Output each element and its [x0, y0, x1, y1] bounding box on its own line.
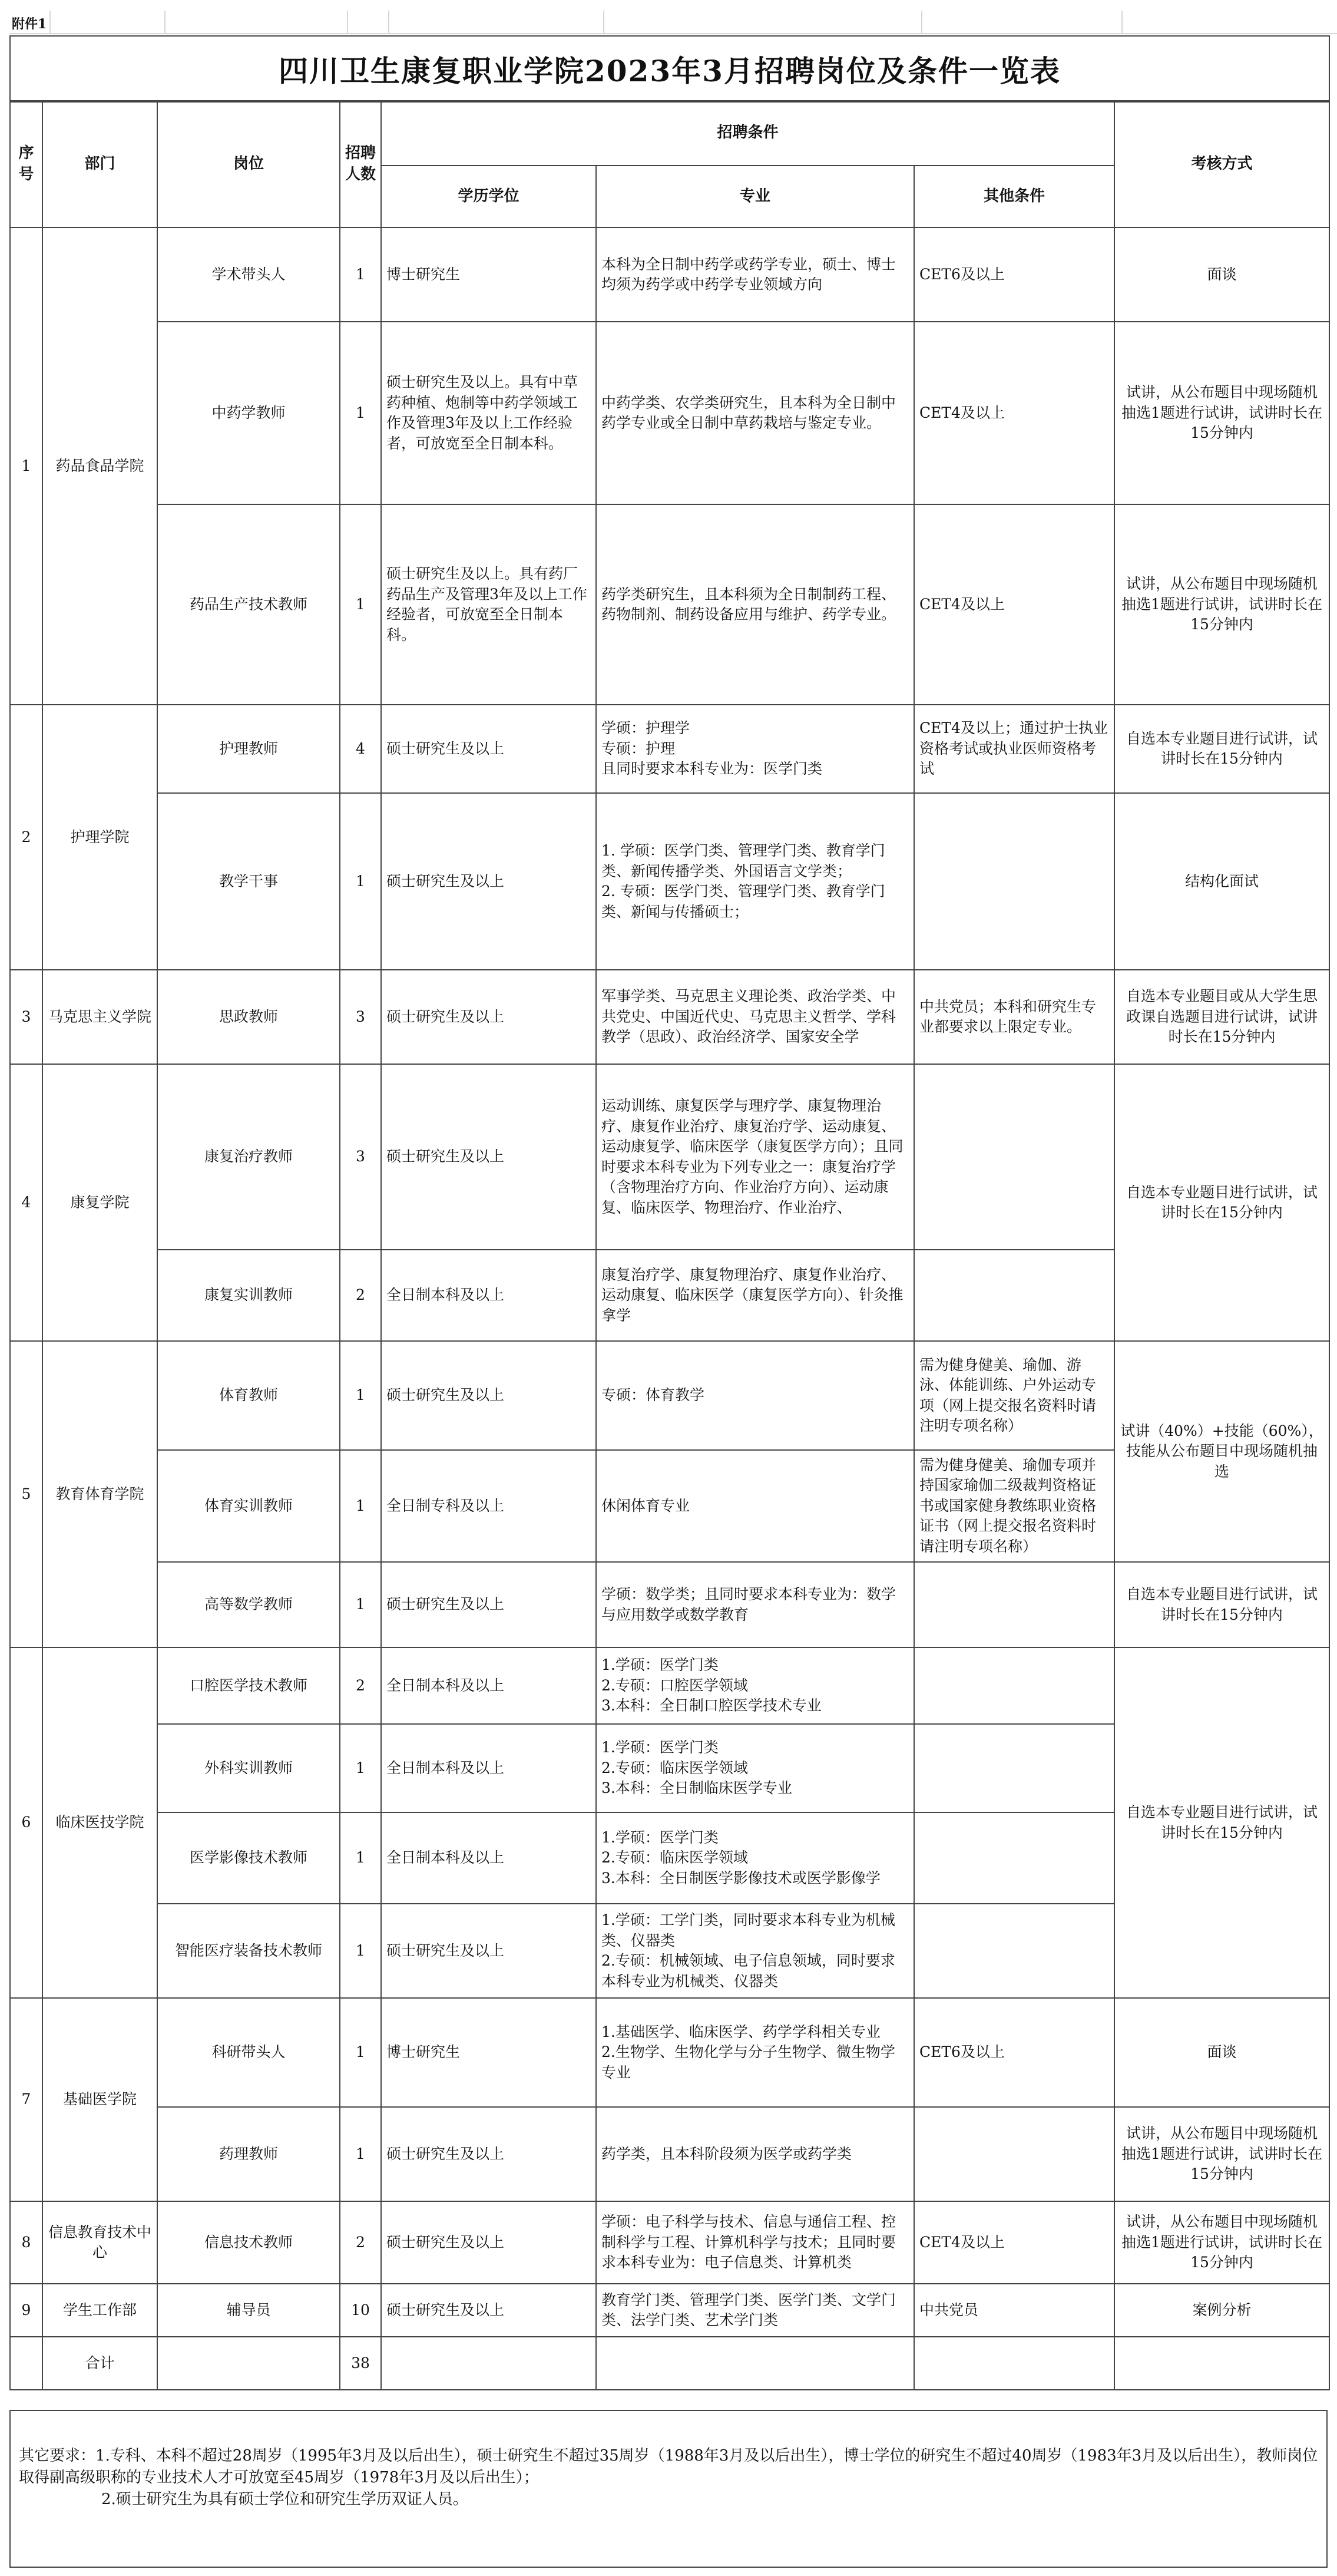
post-cell: 体育教师	[157, 1341, 340, 1450]
requirement-line-2: 2.硕士研究生为具有硕士学位和研究生学历双证人员。	[101, 2490, 468, 2508]
post-cell: 高等数学教师	[157, 1562, 340, 1647]
assessment-cell: 面谈	[1114, 227, 1329, 322]
seq-cell: 1	[10, 227, 42, 705]
total-row	[10, 2337, 1329, 2390]
education-cell: 全日制本科及以上	[381, 1812, 596, 1904]
total-empty	[381, 2337, 596, 2390]
count-cell: 1	[340, 1562, 381, 1647]
table-row	[10, 793, 1329, 970]
education-cell: 硕士研究生及以上	[381, 1064, 596, 1250]
dept-cell: 护理学院	[42, 705, 157, 970]
table-row	[10, 705, 1329, 793]
assessment-cell: 面谈	[1114, 1998, 1329, 2107]
seq-cell: 7	[10, 1998, 42, 2201]
post-cell: 药品生产技术教师	[157, 504, 340, 705]
education-cell: 博士研究生	[381, 227, 596, 322]
other-cell	[914, 1064, 1114, 1250]
dept-cell: 信息教育技术中心	[42, 2201, 157, 2284]
header-conditions: 招聘条件	[381, 101, 1114, 166]
seq-cell: 2	[10, 705, 42, 970]
education-cell: 全日制专科及以上	[381, 1450, 596, 1562]
seq-cell: 3	[10, 970, 42, 1064]
count-cell: 3	[340, 970, 381, 1064]
count-cell: 1	[340, 793, 381, 970]
assessment-cell: 试讲，从公布题目中现场随机抽选1题进行试讲，试讲时长在15分钟内	[1114, 504, 1329, 705]
count-cell: 1	[340, 1450, 381, 1562]
table-row	[10, 1064, 1329, 1250]
education-cell: 硕士研究生及以上	[381, 2284, 596, 2337]
seq-cell: 9	[10, 2284, 42, 2337]
major-cell: 本科为全日制中药学或药学专业，硕士、博士均须为药学或中药学专业领域方向	[596, 227, 914, 322]
other-cell: 中共党员；本科和研究生专业都要求以上限定专业。	[914, 970, 1114, 1064]
count-cell: 1	[340, 227, 381, 322]
count-cell: 1	[340, 1812, 381, 1904]
other-cell: 需为健身健美、瑜伽专项并持国家瑜伽二级裁判资格证书或国家健身教练职业资格证书（网上提交报名资料时请注明专项名称）	[914, 1450, 1114, 1562]
table-row	[10, 970, 1329, 1064]
education-cell: 硕士研究生及以上	[381, 705, 596, 793]
major-cell: 药学类研究生，且本科须为全日制制药工程、药物制剂、制药设备应用与维护、药学专业。	[596, 504, 914, 705]
table-row	[10, 322, 1329, 504]
major-cell: 学硕：电子科学与技术、信息与通信工程、控制科学与工程、计算机科学与技术；且同时要求本科专业为：电子信息类、计算机类	[596, 2201, 914, 2284]
post-cell: 思政教师	[157, 970, 340, 1064]
count-cell: 1	[340, 322, 381, 504]
header-seq: 序号	[10, 101, 42, 227]
post-cell: 体育实训教师	[157, 1450, 340, 1562]
count-cell: 2	[340, 2201, 381, 2284]
count-cell: 1	[340, 1341, 381, 1450]
major-cell: 1.学硕：医学门类 2.专硕：口腔医学领域 3.本科：全日制口腔医学技术专业	[596, 1647, 914, 1724]
header-other: 其他条件	[914, 166, 1114, 227]
total-empty	[914, 2337, 1114, 2390]
major-cell: 1.学硕：工学门类，同时要求本科专业为机械类、仪器类 2.专硕：机械领域、电子信息领域，同时要求本科专业为机械类、仪器类	[596, 1904, 914, 1998]
major-cell: 1.学硕：医学门类 2.专硕：临床医学领域 3.本科：全日制医学影像技术或医学影像学	[596, 1812, 914, 1904]
header-assessment: 考核方式	[1114, 101, 1329, 227]
count-cell: 1	[340, 1724, 381, 1812]
post-cell: 科研带头人	[157, 1998, 340, 2107]
major-cell: 军事学类、马克思主义理论类、政治学类、中共党史、中国近代史、马克思主义哲学、学科教学（思政）、政治经济学、国家安全学	[596, 970, 914, 1064]
assessment-cell: 试讲，从公布题目中现场随机抽选1题进行试讲，试讲时长在15分钟内	[1114, 2201, 1329, 2284]
other-cell	[914, 1724, 1114, 1812]
header-major: 专业	[596, 166, 914, 227]
post-cell: 智能医疗装备技术教师	[157, 1904, 340, 1998]
education-cell: 硕士研究生及以上	[381, 793, 596, 970]
assessment-cell: 案例分析	[1114, 2284, 1329, 2337]
major-cell: 运动训练、康复医学与理疗学、康复物理治疗、康复作业治疗、康复治疗学、运动康复、运动康复学、临床医学（康复医学方向）；且同时要求本科专业为下列专业之一：康复治疗学（含物理治疗方向、作业治疗方向）、运动康复、临床医学、物理治疗、作业治疗、	[596, 1064, 914, 1250]
post-cell: 外科实训教师	[157, 1724, 340, 1812]
seq-cell: 5	[10, 1341, 42, 1647]
education-cell: 全日制本科及以上	[381, 1647, 596, 1724]
assessment-cell: 结构化面试	[1114, 793, 1329, 970]
major-cell: 1. 学硕：医学门类、管理学门类、教育学门类、新闻传播学类、外国语言文学类； 2. 专硕：医学门类、管理学门类、教育学门类、新闻与传播硕士；	[596, 793, 914, 970]
assessment-cell: 试讲（40%）+技能（60%），技能从公布题目中现场随机抽选	[1114, 1341, 1329, 1562]
other-cell	[914, 2107, 1114, 2201]
other-cell	[914, 1562, 1114, 1647]
other-cell	[914, 1812, 1114, 1904]
other-requirements	[9, 2410, 1328, 2568]
other-cell: CET6及以上	[914, 227, 1114, 322]
dept-cell: 学生工作部	[42, 2284, 157, 2337]
count-cell: 2	[340, 1647, 381, 1724]
dept-cell: 临床医技学院	[42, 1647, 157, 1998]
assessment-cell: 自选本专业题目进行试讲，试讲时长在15分钟内	[1114, 705, 1329, 793]
total-count: 38	[340, 2337, 381, 2390]
other-cell: CET4及以上	[914, 322, 1114, 504]
education-cell: 博士研究生	[381, 1998, 596, 2107]
total-empty	[1114, 2337, 1329, 2390]
count-cell: 2	[340, 1250, 381, 1341]
major-cell: 学硕：数学类；且同时要求本科专业为：数学与应用数学或数学教育	[596, 1562, 914, 1647]
table-row	[10, 1647, 1329, 1724]
major-cell: 教育学门类、管理学门类、医学门类、文学门类、法学门类、艺术学门类	[596, 2284, 914, 2337]
assessment-cell: 自选本专业题目进行试讲，试讲时长在15分钟内	[1114, 1064, 1329, 1341]
table-row	[10, 1562, 1329, 1647]
total-empty	[596, 2337, 914, 2390]
education-cell: 全日制本科及以上	[381, 1724, 596, 1812]
total-empty	[157, 2337, 340, 2390]
other-cell	[914, 1647, 1114, 1724]
post-cell: 中药学教师	[157, 322, 340, 504]
assessment-cell: 自选本专业题目进行试讲，试讲时长在15分钟内	[1114, 1647, 1329, 1998]
post-cell: 口腔医学技术教师	[157, 1647, 340, 1724]
assessment-cell: 试讲，从公布题目中现场随机抽选1题进行试讲，试讲时长在15分钟内	[1114, 322, 1329, 504]
total-empty	[10, 2337, 42, 2390]
major-cell: 学硕：护理学 专硕：护理 且同时要求本科专业为：医学门类	[596, 705, 914, 793]
column-header-strip	[9, 11, 1329, 33]
education-cell: 硕士研究生及以上	[381, 1904, 596, 1998]
table-row	[10, 2284, 1329, 2337]
post-cell: 康复实训教师	[157, 1250, 340, 1341]
count-cell: 1	[340, 2107, 381, 2201]
post-cell: 康复治疗教师	[157, 1064, 340, 1250]
total-label: 合计	[42, 2337, 157, 2390]
header-dept: 部门	[42, 101, 157, 227]
education-cell: 硕士研究生及以上	[381, 2107, 596, 2201]
other-cell: CET6及以上	[914, 1998, 1114, 2107]
major-cell: 康复治疗学、康复物理治疗、康复作业治疗、运动康复、临床医学（康复医学方向）、针灸推拿学	[596, 1250, 914, 1341]
page-title: 四川卫生康复职业学院2023年3月招聘岗位及条件一览表	[9, 35, 1330, 103]
count-cell: 1	[340, 504, 381, 705]
count-cell: 1	[340, 1904, 381, 1998]
major-cell: 药学类，且本科阶段须为医学或药学类	[596, 2107, 914, 2201]
education-cell: 硕士研究生及以上	[381, 2201, 596, 2284]
dept-cell: 康复学院	[42, 1064, 157, 1341]
dept-cell: 教育体育学院	[42, 1341, 157, 1647]
post-cell: 教学干事	[157, 793, 340, 970]
table-row	[10, 2107, 1329, 2201]
table-row	[10, 2201, 1329, 2284]
table-row	[10, 504, 1329, 705]
other-cell	[914, 793, 1114, 970]
seq-cell: 8	[10, 2201, 42, 2284]
major-cell: 1.学硕：医学门类 2.专硕：临床医学领域 3.本科：全日制临床医学专业	[596, 1724, 914, 1812]
dept-cell: 基础医学院	[42, 1998, 157, 2201]
recruitment-table	[9, 100, 1330, 2390]
table-row	[10, 1341, 1329, 1450]
other-cell: 中共党员	[914, 2284, 1114, 2337]
table-row	[10, 1998, 1329, 2107]
education-cell: 硕士研究生及以上。具有药厂药品生产及管理3年及以上工作经验者，可放宽至全日制本科。	[381, 504, 596, 705]
other-cell	[914, 1904, 1114, 1998]
post-cell: 医学影像技术教师	[157, 1812, 340, 1904]
table-body	[10, 227, 1329, 2390]
table-row	[10, 227, 1329, 322]
requirement-line-1: 其它要求：1.专科、本科不超过28周岁（1995年3月及以后出生），硕士研究生不超过35周岁（1988年3月及以后出生），博士学位的研究生不超过40周岁（1983年3月及以后出生），教师岗位取得副高级职称的专业技术人才可放宽至45周岁（1978年3月及以后出生）；	[19, 2447, 1318, 2486]
seq-cell: 4	[10, 1064, 42, 1341]
major-cell: 专硕：体育教学	[596, 1341, 914, 1450]
assessment-cell: 试讲，从公布题目中现场随机抽选1题进行试讲，试讲时长在15分钟内	[1114, 2107, 1329, 2201]
major-cell: 中药学类、农学类研究生，且本科为全日制中药学专业或全日制中草药栽培与鉴定专业。	[596, 322, 914, 504]
post-cell: 辅导员	[157, 2284, 340, 2337]
education-cell: 全日制本科及以上	[381, 1250, 596, 1341]
attachment-label: 附件1	[12, 16, 47, 32]
dept-cell: 药品食品学院	[42, 227, 157, 705]
assessment-cell: 自选本专业题目或从大学生思政课自选题目进行试讲，试讲时长在15分钟内	[1114, 970, 1329, 1064]
other-cell: CET4及以上	[914, 2201, 1114, 2284]
header-count: 招聘人数	[340, 101, 381, 227]
other-cell	[914, 1250, 1114, 1341]
major-cell: 1.基础医学、临床医学、药学学科相关专业 2.生物学、生物化学与分子生物学、微生物学专业	[596, 1998, 914, 2107]
other-cell: CET4及以上；通过护士执业资格考试或执业医师资格考试	[914, 705, 1114, 793]
post-cell: 药理教师	[157, 2107, 340, 2201]
header-post: 岗位	[157, 101, 340, 227]
seq-cell: 6	[10, 1647, 42, 1998]
education-cell: 硕士研究生及以上	[381, 970, 596, 1064]
count-cell: 3	[340, 1064, 381, 1250]
header-education: 学历学位	[381, 166, 596, 227]
assessment-cell: 自选本专业题目进行试讲，试讲时长在15分钟内	[1114, 1562, 1329, 1647]
post-cell: 护理教师	[157, 705, 340, 793]
education-cell: 硕士研究生及以上	[381, 1341, 596, 1450]
other-cell: 需为健身健美、瑜伽、游泳、体能训练、户外运动专项（网上提交报名资料时请注明专项名称）	[914, 1341, 1114, 1450]
post-cell: 学术带头人	[157, 227, 340, 322]
major-cell: 休闲体育专业	[596, 1450, 914, 1562]
post-cell: 信息技术教师	[157, 2201, 340, 2284]
count-cell: 1	[340, 1998, 381, 2107]
dept-cell: 马克思主义学院	[42, 970, 157, 1064]
count-cell: 4	[340, 705, 381, 793]
education-cell: 硕士研究生及以上。具有中草药种植、炮制等中药学领域工作及管理3年及以上工作经验者，可放宽至全日制本科。	[381, 322, 596, 504]
education-cell: 硕士研究生及以上	[381, 1562, 596, 1647]
count-cell: 10	[340, 2284, 381, 2337]
other-cell: CET4及以上	[914, 504, 1114, 705]
